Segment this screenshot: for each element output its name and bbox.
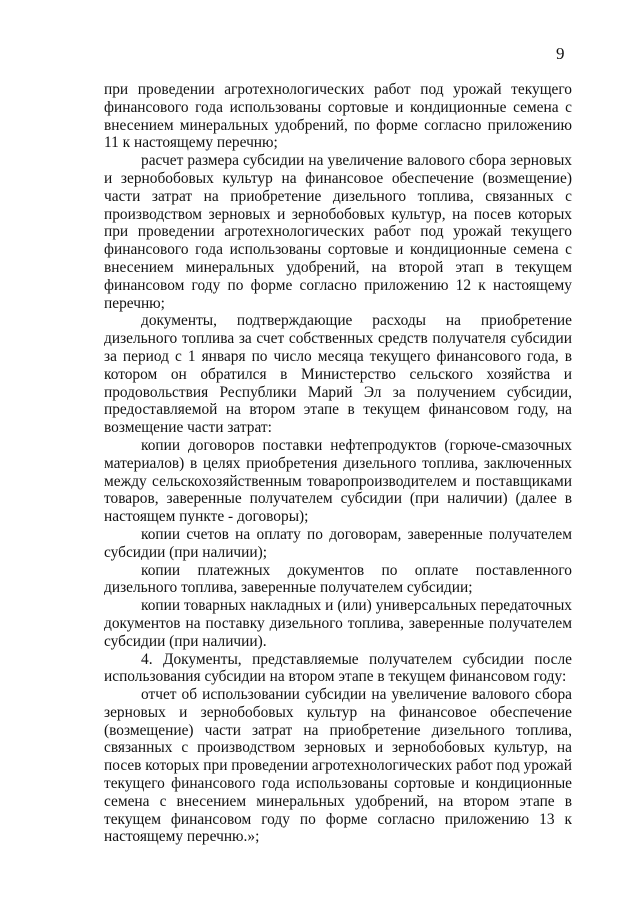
page-number: 9 xyxy=(556,44,565,63)
paragraph-4: копии договоров поставки нефтепродуктов (горюче-смазочных материалов) в целях приобретения дизельного топлива, заключенных между сельскохозяйственным товаропроизводителем и поставщиками товаров, заверенные получателем субсидии (при наличии) (далее в настоящем пункте - договоры); xyxy=(104,436,572,526)
paragraph-8: 4. Документы, представляемые получателем субсидии после использования субсидии на втором этапе в текущем финансовом году: xyxy=(104,650,572,686)
paragraph-3: документы, подтверждающие расходы на приобретение дизельного топлива за счет собственных средств получателя субсидии за период с 1 января по число месяца текущего финансового года, в котором он обратился в Министерство сельского хозяйства и продовольствия Республики Марий Эл за получением субсидии, предоставляемой на втором этапе в текущем финансовом году, на возмещение части затрат: xyxy=(104,312,572,437)
paragraph-2: расчет размера субсидии на увеличение валового сбора зерновых и зернобобовых культур на финансовое обеспечение (возмещение) части затрат на приобретение дизельного топлива, связанных с производством зерновых и зернобобовых культур, на посев которых при проведении агротехнологических работ под урожай текущего финансового года использованы сортовые и кондиционные семена с внесением минеральных удобрений, на второй этап в текущем финансовом году по форме согласно приложению 12 к настоящему перечню; xyxy=(104,152,572,312)
paragraph-7: копии товарных накладных и (или) универсальных передаточных документов на поставку дизельного топлива, заверенные получателем субсидии (при наличии). xyxy=(104,597,572,650)
paragraph-6: копии платежных документов по оплате поставленного дизельного топлива, заверенные получателем субсидии; xyxy=(104,561,572,597)
document-body xyxy=(104,81,572,846)
paragraph-9: отчет об использовании субсидии на увеличение валового сбора зерновых и зернобобовых культур на финансовое обеспечение (возмещение) части затрат на приобретение дизельного топлива, связанных с производством зерновых и зернобобовых культур, на посев которых при проведении агротехнологических работ под урожай текущего финансового года использованы сортовые и кондиционные семена с внесением минеральных удобрений, на втором этапе в текущем финансовом году по форме согласно приложению 13 к настоящему перечню.»; xyxy=(104,686,573,846)
paragraph-1: при проведении агротехнологических работ под урожай текущего финансового года использованы сортовые и кондиционные семена с внесением минеральных удобрений, по форме согласно приложению 11 к настоящему перечню; xyxy=(104,81,572,152)
paragraph-5: копии счетов на оплату по договорам, заверенные получателем субсидии (при наличии); xyxy=(104,525,572,561)
